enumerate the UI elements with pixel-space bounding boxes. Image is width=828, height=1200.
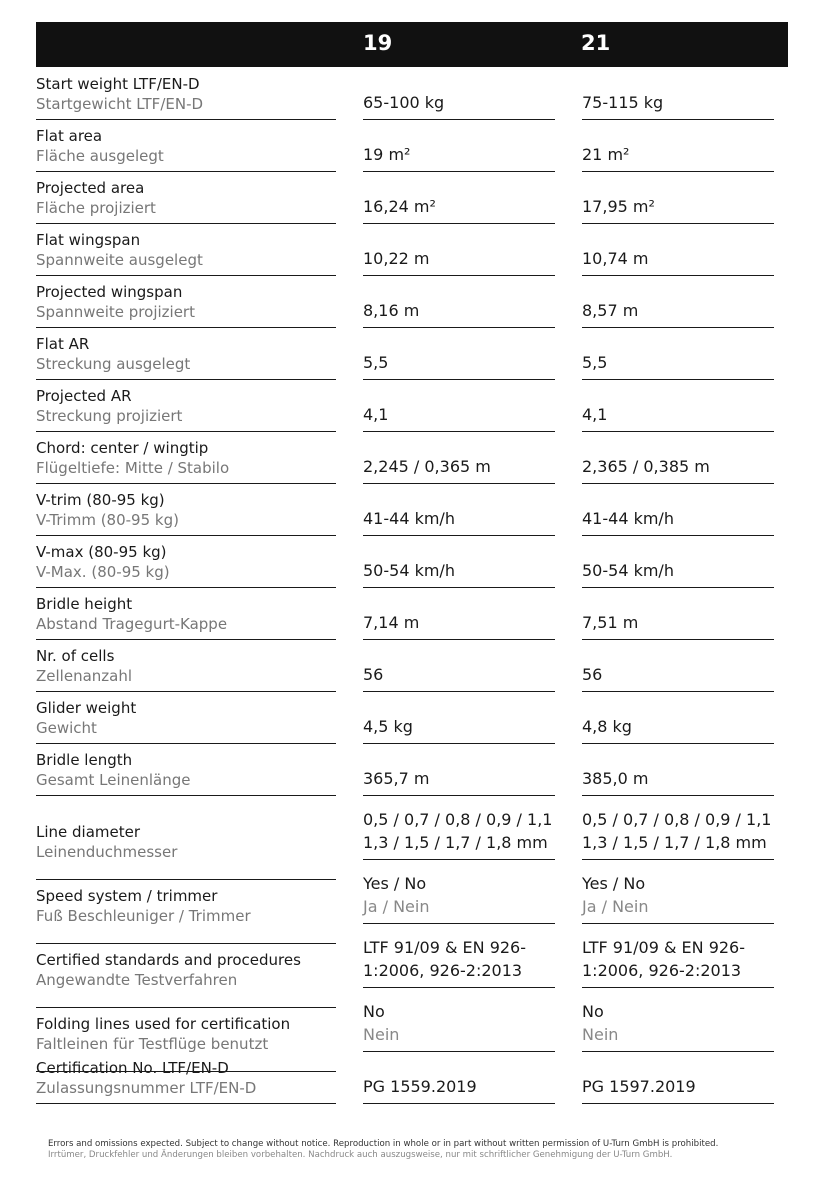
table-row	[36, 691, 788, 743]
value-size-19	[363, 327, 555, 380]
row-label-en: Flat AR	[36, 335, 90, 353]
footer-disclaimer-en: Errors and omissions expected. Subject to change without notice. Reproduction in whole or in part without written permission of U-Turn GmbH is prohibited.	[48, 1139, 719, 1149]
column-header-size-21: 21	[581, 31, 611, 55]
value-size-19	[363, 171, 555, 224]
column-header-size-19: 19	[363, 31, 393, 55]
value-text: 2,245 / 0,365 m	[363, 457, 491, 476]
row-label-de: Faltleinen für Testflüge benutzt	[36, 1035, 269, 1053]
row-label-de: Gewicht	[36, 719, 97, 737]
value-text: 7,14 m	[363, 613, 420, 632]
row-label	[36, 282, 336, 328]
value-size-19	[363, 795, 555, 860]
value-text: 8,16 m	[363, 301, 420, 320]
value-size-21	[582, 587, 774, 640]
value-size-21	[582, 639, 774, 692]
value-size-19	[363, 67, 555, 120]
value-text: Ja / Nein	[582, 897, 649, 916]
table-row	[36, 923, 788, 987]
value-size-19	[363, 587, 555, 640]
table-row	[36, 119, 788, 171]
value-size-21	[582, 535, 774, 588]
value-text: 385,0 m	[582, 769, 649, 788]
spec-table	[36, 67, 788, 1103]
row-label-en: Start weight LTF/EN-D	[36, 75, 200, 93]
row-label-en: Folding lines used for certification	[36, 1015, 291, 1033]
table-row	[36, 275, 788, 327]
value-text: Ja / Nein	[363, 897, 430, 916]
row-label-en: Certification No. LTF/EN-D	[36, 1059, 229, 1077]
row-label	[36, 594, 336, 640]
row-label-de: Abstand Tragegurt-Kappe	[36, 615, 228, 633]
value-text: 56	[582, 665, 603, 684]
table-row	[36, 327, 788, 379]
row-label-en: Bridle height	[36, 595, 133, 613]
value-size-21	[582, 859, 774, 924]
row-label-en: Projected AR	[36, 387, 132, 405]
row-label-en: Nr. of cells	[36, 647, 115, 665]
value-text: 1,3 / 1,5 / 1,7 / 1,8 mm	[582, 833, 767, 852]
value-text: LTF 91/09 & EN 926-	[582, 938, 746, 957]
row-label-de: Angewandte Testverfahren	[36, 971, 238, 989]
value-size-19	[363, 119, 555, 172]
value-size-21	[582, 171, 774, 224]
row-label-en: Bridle length	[36, 751, 133, 769]
value-size-19	[363, 379, 555, 432]
value-size-21	[582, 119, 774, 172]
row-label	[36, 386, 336, 432]
row-label-de: Streckung projiziert	[36, 407, 183, 425]
table-header	[36, 22, 788, 67]
row-label-de: Streckung ausgelegt	[36, 355, 191, 373]
value-text: 0,5 / 0,7 / 0,8 / 0,9 / 1,1	[363, 810, 553, 829]
row-label	[36, 438, 336, 484]
value-text: 16,24 m²	[363, 197, 436, 216]
value-text: Nein	[363, 1025, 400, 1044]
value-size-21	[582, 923, 774, 988]
value-size-19	[363, 743, 555, 796]
value-size-19	[363, 223, 555, 276]
value-text: 50-54 km/h	[582, 561, 674, 580]
row-label-en: Flat wingspan	[36, 231, 141, 249]
row-label-en: Line diameter	[36, 823, 141, 841]
row-label-de: Zellenanzahl	[36, 667, 133, 685]
table-row	[36, 987, 788, 1051]
table-row	[36, 639, 788, 691]
row-label-de: Zulassungsnummer LTF/EN-D	[36, 1079, 257, 1097]
row-label	[36, 334, 336, 380]
value-size-21	[582, 691, 774, 744]
table-row	[36, 743, 788, 795]
value-text: 4,1	[582, 405, 608, 424]
value-text: 1,3 / 1,5 / 1,7 / 1,8 mm	[363, 833, 548, 852]
row-label-de: Startgewicht LTF/EN-D	[36, 95, 204, 113]
value-size-19	[363, 275, 555, 328]
table-row	[36, 223, 788, 275]
row-label	[36, 490, 336, 536]
row-label-de: V-Max. (80-95 kg)	[36, 563, 170, 581]
row-label-en: Projected area	[36, 179, 145, 197]
value-text: 10,74 m	[582, 249, 649, 268]
value-size-19	[363, 483, 555, 536]
footer	[48, 1139, 718, 1161]
row-label	[36, 126, 336, 172]
value-size-21	[582, 379, 774, 432]
table-row	[36, 795, 788, 859]
row-label	[36, 542, 336, 588]
value-size-19	[363, 859, 555, 924]
row-label-en: V-max (80-95 kg)	[36, 543, 167, 561]
row-label-en: Glider weight	[36, 699, 137, 717]
value-text: Yes / No	[363, 874, 427, 893]
value-text: 41-44 km/h	[363, 509, 455, 528]
value-text: 4,1	[363, 405, 389, 424]
value-size-19	[363, 691, 555, 744]
value-text: 8,57 m	[582, 301, 639, 320]
value-text: No	[363, 1002, 385, 1021]
row-label-de: Flügeltiefe: Mitte / Stabilo	[36, 459, 230, 477]
value-size-21	[582, 223, 774, 276]
row-label	[36, 646, 336, 692]
value-text: Nein	[582, 1025, 619, 1044]
value-text: 5,5	[363, 353, 389, 372]
table-row	[36, 483, 788, 535]
value-text: 50-54 km/h	[363, 561, 455, 580]
value-text: 75-115 kg	[582, 93, 664, 112]
value-text: 65-100 kg	[363, 93, 445, 112]
table-row	[36, 587, 788, 639]
value-size-19	[363, 431, 555, 484]
row-label-de: Leinenduchmesser	[36, 843, 178, 861]
value-text: No	[582, 1002, 604, 1021]
row-label	[36, 230, 336, 276]
row-label-en: Certified standards and procedures	[36, 951, 301, 969]
table-row	[36, 431, 788, 483]
value-size-21	[582, 327, 774, 380]
row-label	[36, 750, 336, 796]
value-text: PG 1597.2019	[582, 1077, 696, 1096]
value-size-19	[363, 639, 555, 692]
table-row	[36, 67, 788, 119]
row-label-de: V-Trimm (80-95 kg)	[36, 511, 179, 529]
value-size-21	[582, 987, 774, 1052]
value-text: 17,95 m²	[582, 197, 655, 216]
value-size-21	[582, 743, 774, 796]
value-size-21	[582, 275, 774, 328]
value-size-21	[582, 67, 774, 120]
row-label	[36, 178, 336, 224]
row-label-en: V-trim (80-95 kg)	[36, 491, 165, 509]
value-text: 56	[363, 665, 384, 684]
value-size-19	[363, 923, 555, 988]
value-size-19	[363, 535, 555, 588]
table-row	[36, 1051, 788, 1103]
value-text: 0,5 / 0,7 / 0,8 / 0,9 / 1,1	[582, 810, 772, 829]
row-label-de: Gesamt Leinenlänge	[36, 771, 191, 789]
value-size-19	[363, 1051, 555, 1104]
value-text: 4,5 kg	[363, 717, 413, 736]
table-row	[36, 171, 788, 223]
value-text: 4,8 kg	[582, 717, 632, 736]
row-label-de: Fläche projiziert	[36, 199, 156, 217]
value-text: 21 m²	[582, 145, 630, 164]
value-size-19	[363, 987, 555, 1052]
row-label-en: Chord: center / wingtip	[36, 439, 209, 457]
value-text: 5,5	[582, 353, 608, 372]
value-text: PG 1559.2019	[363, 1077, 477, 1096]
footer-disclaimer-de: Irrtümer, Druckfehler und Änderungen bleiben vorbehalten. Nachdruck auch auszugsweise, nur mit schriftlicher Genehmigung der U-Turn GmbH.	[48, 1150, 673, 1160]
row-label-de: Fuß Beschleuniger / Trimmer	[36, 907, 251, 925]
row-label	[36, 698, 336, 744]
value-text: 19 m²	[363, 145, 411, 164]
value-size-21	[582, 431, 774, 484]
row-label-de: Spannweite ausgelegt	[36, 251, 203, 269]
value-text: 41-44 km/h	[582, 509, 674, 528]
row-label-en: Speed system / trimmer	[36, 887, 218, 905]
row-label-en: Flat area	[36, 127, 103, 145]
value-size-21	[582, 1051, 774, 1104]
row-label	[36, 1058, 336, 1104]
row-label-de: Spannweite projiziert	[36, 303, 195, 321]
row-label-en: Projected wingspan	[36, 283, 183, 301]
value-text: 10,22 m	[363, 249, 430, 268]
value-text: LTF 91/09 & EN 926-	[363, 938, 527, 957]
value-size-21	[582, 483, 774, 536]
value-text: 2,365 / 0,385 m	[582, 457, 710, 476]
table-row	[36, 859, 788, 923]
row-label-de: Fläche ausgelegt	[36, 147, 164, 165]
row-label	[36, 74, 336, 120]
value-text: 365,7 m	[363, 769, 430, 788]
value-text: Yes / No	[582, 874, 646, 893]
table-row	[36, 379, 788, 431]
value-text: 1:2006, 926-2:2013	[582, 961, 742, 980]
value-size-21	[582, 795, 774, 860]
value-text: 1:2006, 926-2:2013	[363, 961, 523, 980]
value-text: 7,51 m	[582, 613, 639, 632]
table-row	[36, 535, 788, 587]
